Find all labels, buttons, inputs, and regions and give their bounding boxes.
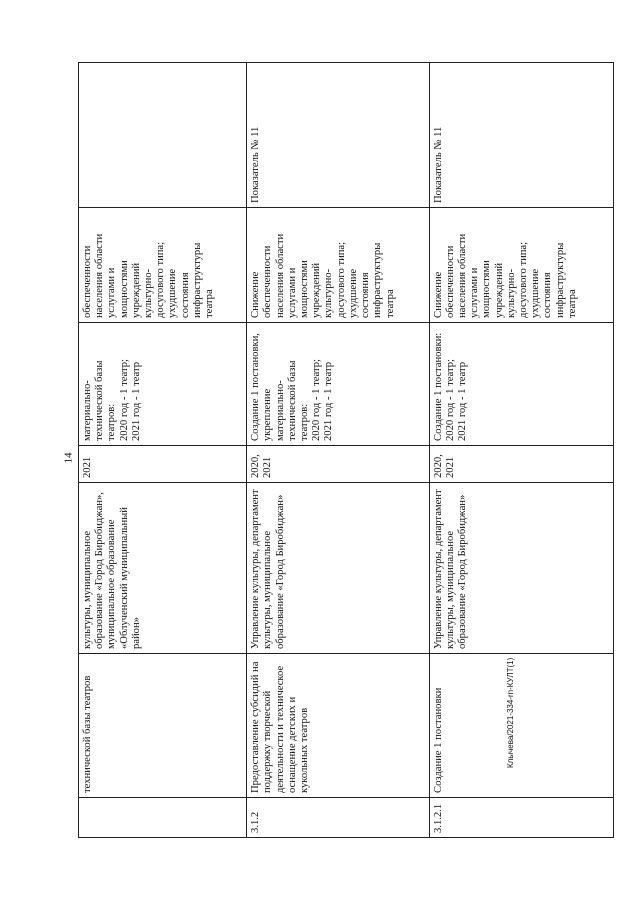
result-cell: Создание 1 постановки: 2020 год - 1 театр; 2021 год - 1 театр [429,323,613,446]
indicator-cell: Показатель № 11 [429,63,613,208]
indicator-cell [79,63,247,208]
executor-cell: Управление культуры, департамент культуры, муниципальное образование «Город Биробиджан» [247,483,429,654]
period-cell: 2020, 2021 [429,446,613,483]
rotated-table-container [78,63,614,838]
event-cell: Предоставление субсидий на поддержку творческой деятельности и техническое оснащение детских и кукольных театров [247,654,429,798]
table-row [429,63,613,838]
executor-cell: Управление культуры, департамент культуры, муниципальное образование «Город Биробиджан» [429,483,613,654]
result-cell: материально- технической базы театров: 2020 год - 1 театр; 2021 год - 1 театр [79,323,247,446]
program-table [78,62,614,838]
consequence-cell: Снижение обеспеченности населения области услугами и мощностями учреждений культурно- досугового типа; ухудшение состояния инфраструктуры театра [247,208,429,323]
table-row [247,63,429,838]
page-number: 14 [62,452,75,464]
period-cell: 2020, 2021 [247,446,429,483]
executor-cell: культуры, муниципальное образование «Город Биробиджан», муниципальное образование «Облученский муниципальный район» [79,483,247,654]
indicator-cell: Показатель № 11 [247,63,429,208]
row-number-cell: 3.1.2.1 [429,798,613,838]
period-cell: 2021 [79,446,247,483]
event-cell: технической базы театров [79,654,247,798]
document-code: Клычева/2021-334-rn-КУЛТ(1) [506,657,515,768]
event-cell: Создание 1 постановки [429,654,613,798]
row-number-cell: 3.1.2 [247,798,429,838]
table-row [79,63,247,838]
consequence-cell: Снижение обеспеченности населения области услугами и мощностями учреждений культурно- досугового типа; ухудшение состояния инфраструктуры театра [429,208,613,323]
row-number-cell [79,798,247,838]
result-cell: Создание 1 постановки, укрепление материально- технической базы театров: 2020 год - 1 театр; 2021 год - 1 театр [247,323,429,446]
consequence-cell: обеспеченности населения области услугами и мощностями учреждений культурно- досугового типа; ухудшение состояния инфраструктуры театра [79,208,247,323]
